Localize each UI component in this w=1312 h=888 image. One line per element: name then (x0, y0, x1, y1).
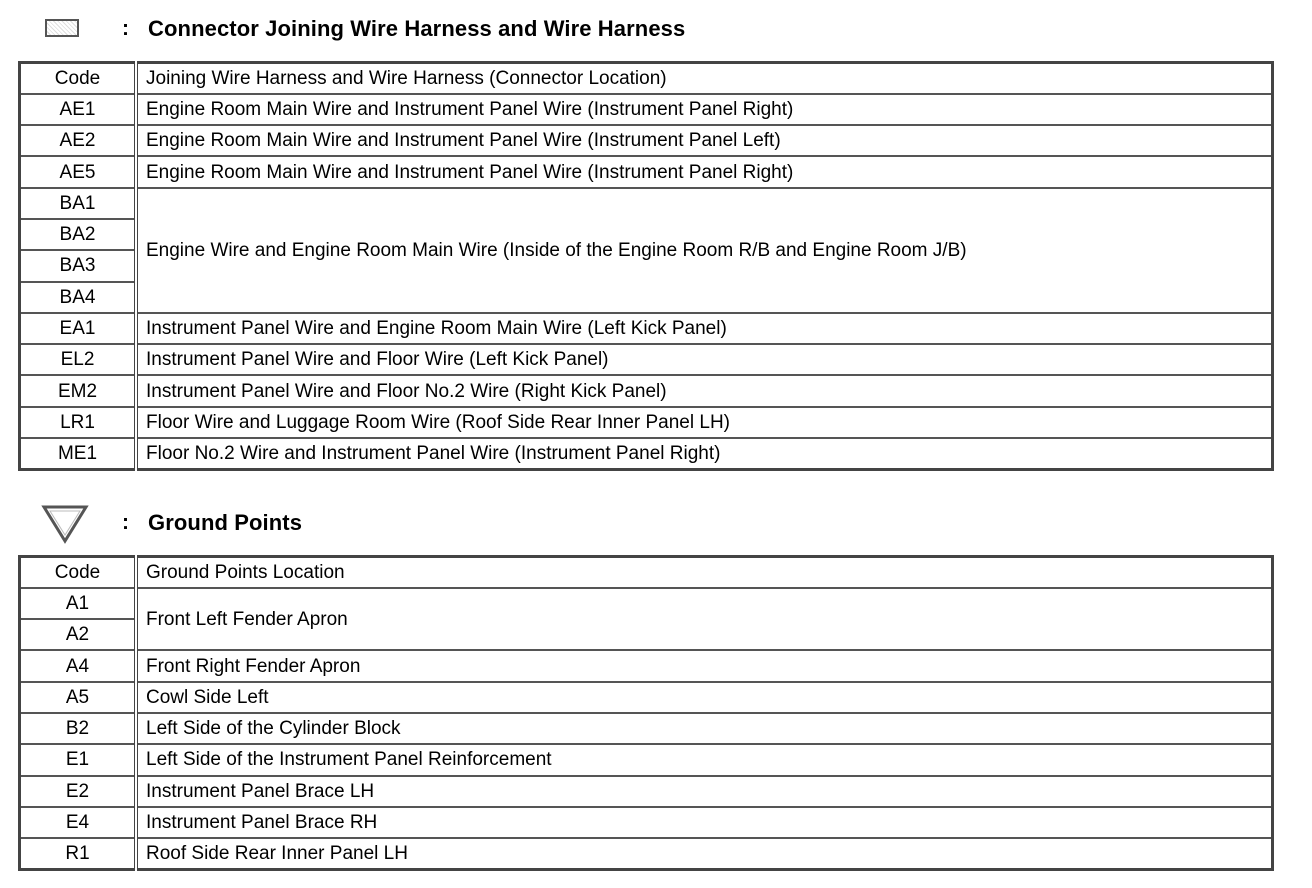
section2-title: Ground Points (148, 510, 303, 535)
table-row (20, 344, 1273, 375)
row-code: BA1 (20, 188, 137, 219)
row-description: Floor Wire and Luggage Room Wire (Roof Side Rear Inner Panel LH) (136, 407, 1273, 438)
row-description: Instrument Panel Brace LH (136, 776, 1273, 807)
row-code: E1 (20, 744, 137, 775)
table-row (20, 744, 1273, 775)
row-description: Left Side of the Instrument Panel Reinforcement (136, 744, 1273, 775)
header-desc: Joining Wire Harness and Wire Harness (Connector Location) (136, 63, 1273, 94)
row-description: Floor No.2 Wire and Instrument Panel Wire (Instrument Panel Right) (136, 438, 1273, 469)
table-row (20, 682, 1273, 713)
row-code: EA1 (20, 313, 137, 344)
row-description: Instrument Panel Wire and Floor Wire (Left Kick Panel) (136, 344, 1273, 375)
row-code: A2 (20, 619, 137, 650)
section1-colon: : (122, 17, 129, 40)
row-description: Engine Room Main Wire and Instrument Panel Wire (Instrument Panel Right) (136, 94, 1273, 125)
row-code: AE5 (20, 156, 137, 187)
row-code: BA3 (20, 250, 137, 281)
header-code: Code (20, 63, 137, 94)
section1-title: Connector Joining Wire Harness and Wire Harness (148, 16, 686, 41)
row-code: ME1 (20, 438, 137, 469)
row-code: E4 (20, 807, 137, 838)
connector-table (18, 61, 1274, 471)
row-code: EL2 (20, 344, 137, 375)
row-code: LR1 (20, 407, 137, 438)
table-row (20, 94, 1273, 125)
ground-triangle-icon (41, 505, 89, 545)
table-row (20, 156, 1273, 187)
table-row (20, 313, 1273, 344)
row-code: A4 (20, 650, 137, 681)
table-row (20, 125, 1273, 156)
row-code: A1 (20, 588, 137, 619)
row-description: Engine Wire and Engine Room Main Wire (Inside of the Engine Room R/B and Engine Room J/B) (136, 188, 1273, 313)
table-row (20, 838, 1273, 869)
ground-points-table (18, 555, 1274, 871)
table-row (20, 807, 1273, 838)
table-row (20, 188, 1273, 219)
row-description: Left Side of the Cylinder Block (136, 713, 1273, 744)
row-description: Instrument Panel Wire and Engine Room Main Wire (Left Kick Panel) (136, 313, 1273, 344)
section2-colon: : (122, 511, 129, 534)
table-header-row (20, 63, 1273, 94)
row-description: Front Right Fender Apron (136, 650, 1273, 681)
row-code: A5 (20, 682, 137, 713)
table-row (20, 650, 1273, 681)
row-code: E2 (20, 776, 137, 807)
row-description: Instrument Panel Brace RH (136, 807, 1273, 838)
row-code: BA4 (20, 282, 137, 313)
table-row (20, 776, 1273, 807)
table-row (20, 438, 1273, 469)
table-row (20, 407, 1273, 438)
row-description: Cowl Side Left (136, 682, 1273, 713)
table-row (20, 588, 1273, 619)
row-code: BA2 (20, 219, 137, 250)
table-header-row (20, 557, 1273, 588)
header-code: Code (20, 557, 137, 588)
row-description: Instrument Panel Wire and Floor No.2 Wire (Right Kick Panel) (136, 375, 1273, 406)
row-description: Engine Room Main Wire and Instrument Panel Wire (Instrument Panel Right) (136, 156, 1273, 187)
row-code: AE1 (20, 94, 137, 125)
row-description: Front Left Fender Apron (136, 588, 1273, 651)
row-description: Roof Side Rear Inner Panel LH (136, 838, 1273, 869)
row-code: B2 (20, 713, 137, 744)
table-row (20, 713, 1273, 744)
header-desc: Ground Points Location (136, 557, 1273, 588)
row-code: AE2 (20, 125, 137, 156)
table-row (20, 375, 1273, 406)
row-description: Engine Room Main Wire and Instrument Panel Wire (Instrument Panel Left) (136, 125, 1273, 156)
connector-symbol-icon (45, 19, 79, 37)
row-code: EM2 (20, 375, 137, 406)
row-code: R1 (20, 838, 137, 869)
